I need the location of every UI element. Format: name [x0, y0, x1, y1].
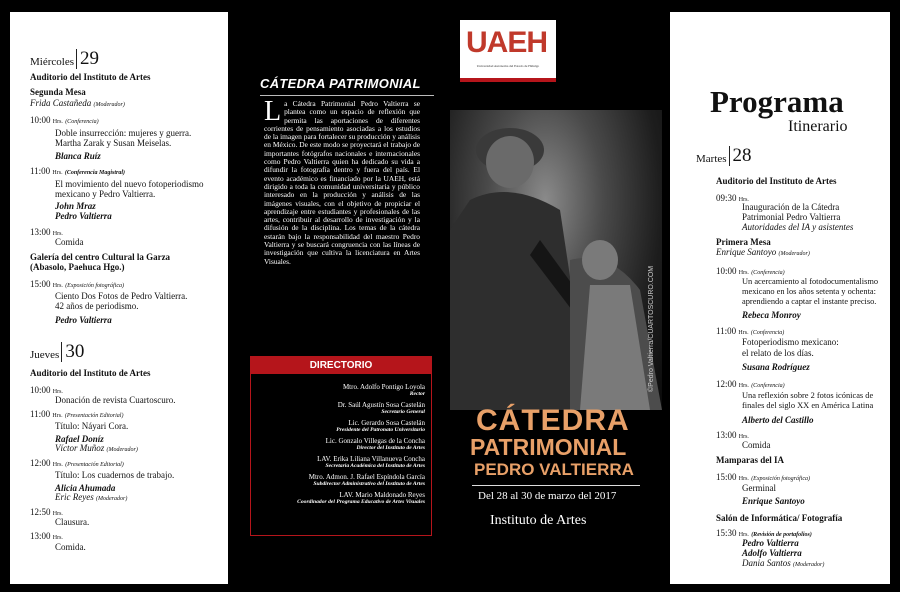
event-time: 15:30 Hrs. (Revisión de portafolios) — [716, 528, 812, 538]
day-name: Martes — [696, 153, 727, 165]
event-title: Martha Zarak y Susan Meiselas. — [55, 138, 172, 148]
event-title: Donación de revista Cuartoscuro. — [55, 395, 176, 405]
speaker: Blanca Ruíz — [55, 151, 101, 161]
event-title: Ciento Dos Fotos de Pedro Valtierra. — [55, 291, 188, 301]
event-time: 12:00 Hrs. (Presentación Editorial) — [30, 458, 124, 468]
event-time: 10:00 Hrs. — [30, 385, 63, 395]
directory-name: Lic. Gonzalo Villegas de la Concha — [325, 437, 425, 445]
speaker: John Mraz — [55, 201, 96, 211]
event-title: Comida. — [55, 542, 86, 552]
cover-place: Instituto de Artes — [490, 513, 587, 528]
day-name: Jueves — [30, 349, 60, 361]
logo-bar — [460, 78, 556, 82]
event-time: 12:00 Hrs. (Conferencia) — [716, 379, 785, 389]
day-number: 29 — [76, 49, 99, 69]
venue: Auditorio del Instituto de Artes — [30, 368, 151, 378]
right-panel — [670, 12, 890, 584]
directory-name: Mtro. Admon. J. Rafael Espíndola García — [308, 473, 425, 481]
logo-text: UAEH — [466, 26, 548, 59]
event-time: 15:00 Hrs. (Exposición fotográfica) — [716, 472, 811, 482]
moderator: Víctor Muñoz (Moderador) — [55, 443, 138, 453]
venue: Auditorio del Instituto de Artes — [30, 72, 151, 82]
event-title: el relato de los días. — [742, 348, 814, 358]
event-title: Inauguración de la Cátedra — [742, 202, 840, 212]
speaker: Pedro Valtierra — [742, 538, 799, 548]
directory-role: Presidente del Patronato Universitario — [336, 427, 425, 433]
photo-silhouettes — [450, 110, 662, 410]
event-title: Un acercamiento al fotodocumentalismo — [742, 277, 879, 286]
day-number: 28 — [729, 146, 752, 166]
event-title: Fotoperiodismo mexicano: — [742, 337, 839, 347]
day-name: Miércoles — [30, 56, 74, 68]
description-body: a Cátedra Patrimonial Pedro Valtierra se plantea como un espacio de reflexión que permita las aportaciones de diferentes corrientes de pensamiento asociadas a los estudios de la imagen para fortalecer su producción y análisis en México. De este modo se proyectará el trabajo de importantes fotógrafos nacionales e internacionales como Pedro Valtierra quien ha dedicado su vida a difundir la fotografía dentro y fuera del país. El evento académico es financiado por la UAEH, está dirigido a toda la comunidad universitaria y público interesado en la producción y análisis de las imágenes visuales, con el objetivo de propiciar el aprendizaje entre estudiantes y profesionales de las artes, contribuir al desarrollo de investigación y la difusión de la disciplina. Los temas de la cátedra estarán bajo la responsabilidad del maestro Pedro Valtierra y se buscará congruencia con las líneas de investigación que cultiva la licenciatura en Artes Visuales. — [264, 99, 420, 266]
event-time: 09:30 Hrs. — [716, 193, 749, 203]
event-title: finales del siglo XX en América Latina — [742, 401, 874, 410]
description-text — [264, 96, 420, 266]
drop-cap: L — [264, 96, 282, 127]
mesa-title: Segunda Mesa — [30, 87, 86, 97]
event-title: Patrimonial Pedro Valtierra — [742, 212, 841, 222]
event-title: Doble insurrección: mujeres y guerra. — [55, 128, 192, 138]
cover-photo — [450, 110, 662, 410]
directory-entry — [251, 437, 425, 452]
event-title: Una reflexión sobre 2 fotos icónicas de — [742, 391, 874, 400]
venue: Mamparas del IA — [716, 455, 784, 465]
directory-box — [250, 356, 432, 536]
directory-name: LAV. Mario Maldonado Reyes — [339, 491, 425, 499]
event-time: 15:00 Hrs. (Exposición fotográfica) — [30, 279, 125, 289]
event-time: 11:00 Hrs. (Presentación Editorial) — [30, 409, 124, 419]
directory-role: Coordinador del Programa Educativo de Artes Visuales — [297, 499, 425, 505]
uaeh-logo — [460, 20, 556, 82]
event-time: 10:00 Hrs. (Conferencia) — [30, 115, 99, 125]
event-time: 12:50 Hrs. — [30, 507, 63, 517]
directory-entry — [251, 419, 425, 434]
mesa-title: Primera Mesa — [716, 237, 771, 247]
left-panel — [10, 12, 228, 584]
directory-title: DIRECTORIO — [251, 357, 431, 374]
venue: Salón de Informática/ Fotografía — [716, 513, 843, 523]
directory-role: Rector — [409, 391, 425, 397]
speaker: Pedro Valtierra — [55, 315, 112, 325]
directory-entry — [251, 401, 425, 416]
program-title: Programa — [710, 84, 844, 119]
cover-title-line3: PEDRO VALTIERRA — [474, 460, 634, 479]
speaker: Susana Rodríguez — [742, 362, 810, 372]
section-title: CÁTEDRA PATRIMONIAL — [260, 76, 421, 91]
middle-panel — [238, 0, 438, 592]
directory-name: Lic. Gerardo Sosa Castelán — [348, 419, 425, 427]
event-title: Comida — [55, 237, 84, 247]
cover-rule — [472, 485, 640, 486]
logo-subtitle: Universidad Autónoma del Estado de Hidalgo — [476, 64, 540, 68]
venue: (Abasolo, Paehuca Hgo.) — [30, 262, 125, 272]
event-title: mexicano en los años setenta y ochenta: — [742, 287, 876, 296]
directory-entry — [251, 473, 425, 488]
event-title: Título: Los cuadernos de trabajo. — [55, 470, 175, 480]
directory-entry — [251, 491, 425, 506]
event-title: aprendiendo a captar el instante preciso. — [742, 297, 877, 306]
directory-list — [251, 374, 431, 506]
moderator: Dania Santos (Moderador) — [742, 558, 825, 568]
directory-name: LAV. Erika Liliana Villanueva Concha — [317, 455, 425, 463]
cover-panel — [450, 12, 662, 584]
cover-dates: Del 28 al 30 de marzo del 2017 — [478, 490, 617, 502]
cover-title-line1: CÁTEDRA — [476, 404, 630, 437]
event-title: Clausura. — [55, 517, 90, 527]
day-number: 30 — [61, 342, 84, 362]
directory-role: Director del Instituto de Artes — [356, 445, 425, 451]
event-title: El movimiento del nuevo fotoperiodismo — [55, 179, 204, 189]
speaker: Pedro Valtierra — [55, 211, 112, 221]
directory-entry — [251, 383, 425, 398]
directory-name: Dr. Saúl Agustín Sosa Castelán — [337, 401, 425, 409]
speaker: Alberto del Castillo — [742, 415, 814, 425]
title-rule — [260, 95, 434, 96]
venue: Galería del centro Cultural la Garza — [30, 252, 171, 262]
event-time: 13:00 Hrs. — [30, 227, 63, 237]
program-subtitle: Itinerario — [788, 118, 848, 135]
directory-entry — [251, 455, 425, 470]
speaker: Alicia Ahumada — [55, 483, 116, 493]
moderator: Frida Castañeda (Moderador) — [30, 98, 125, 108]
day-header-tuesday — [696, 146, 752, 166]
moderator: Enrique Santoyo (Moderador) — [716, 247, 810, 257]
venue: Auditorio del Instituto de Artes — [716, 176, 837, 186]
speaker: Adolfo Valtierra — [742, 548, 802, 558]
directory-role: Secretaria Académica del Instituto de Artes — [325, 463, 425, 469]
event-time: 11:00 Hrs. (Conferencia Magistral) — [30, 166, 126, 176]
speaker: Rebeca Monroy — [742, 310, 801, 320]
speaker: Enrique Santoyo — [742, 496, 805, 506]
event-title: Germinal — [742, 483, 776, 493]
moderator: Eric Reyes (Moderador) — [55, 492, 128, 502]
event-title: 42 años de periodismo. — [55, 301, 139, 311]
directory-role: Secretario General — [381, 409, 425, 415]
day-header-wednesday — [30, 49, 99, 69]
speaker: Rafael Doníz — [55, 434, 104, 444]
cover-title-line2: PATRIMONIAL — [470, 434, 627, 460]
event-title: Comida — [742, 440, 771, 450]
event-title: mexicano y Pedro Valtierra. — [55, 189, 156, 199]
event-title: Título: Náyari Cora. — [55, 421, 129, 431]
directory-name: Mtro. Adolfo Pontigo Loyola — [342, 383, 425, 391]
day-header-thursday — [30, 342, 84, 362]
photo-credit: ©Pedro Valtierra/CUARTOSCURO.COM — [648, 265, 655, 392]
event-time: 11:00 Hrs. (Conferencia) — [716, 326, 785, 336]
event-speakers: Autoridades del IA y asistentes — [742, 222, 854, 232]
event-time: 13:00 Hrs. — [716, 430, 749, 440]
event-time: 13:00 Hrs. — [30, 531, 63, 541]
directory-role: Subdirector Administrativo del Instituto de Artes — [313, 481, 425, 487]
event-time: 10:00 Hrs. (Conferencia) — [716, 266, 785, 276]
